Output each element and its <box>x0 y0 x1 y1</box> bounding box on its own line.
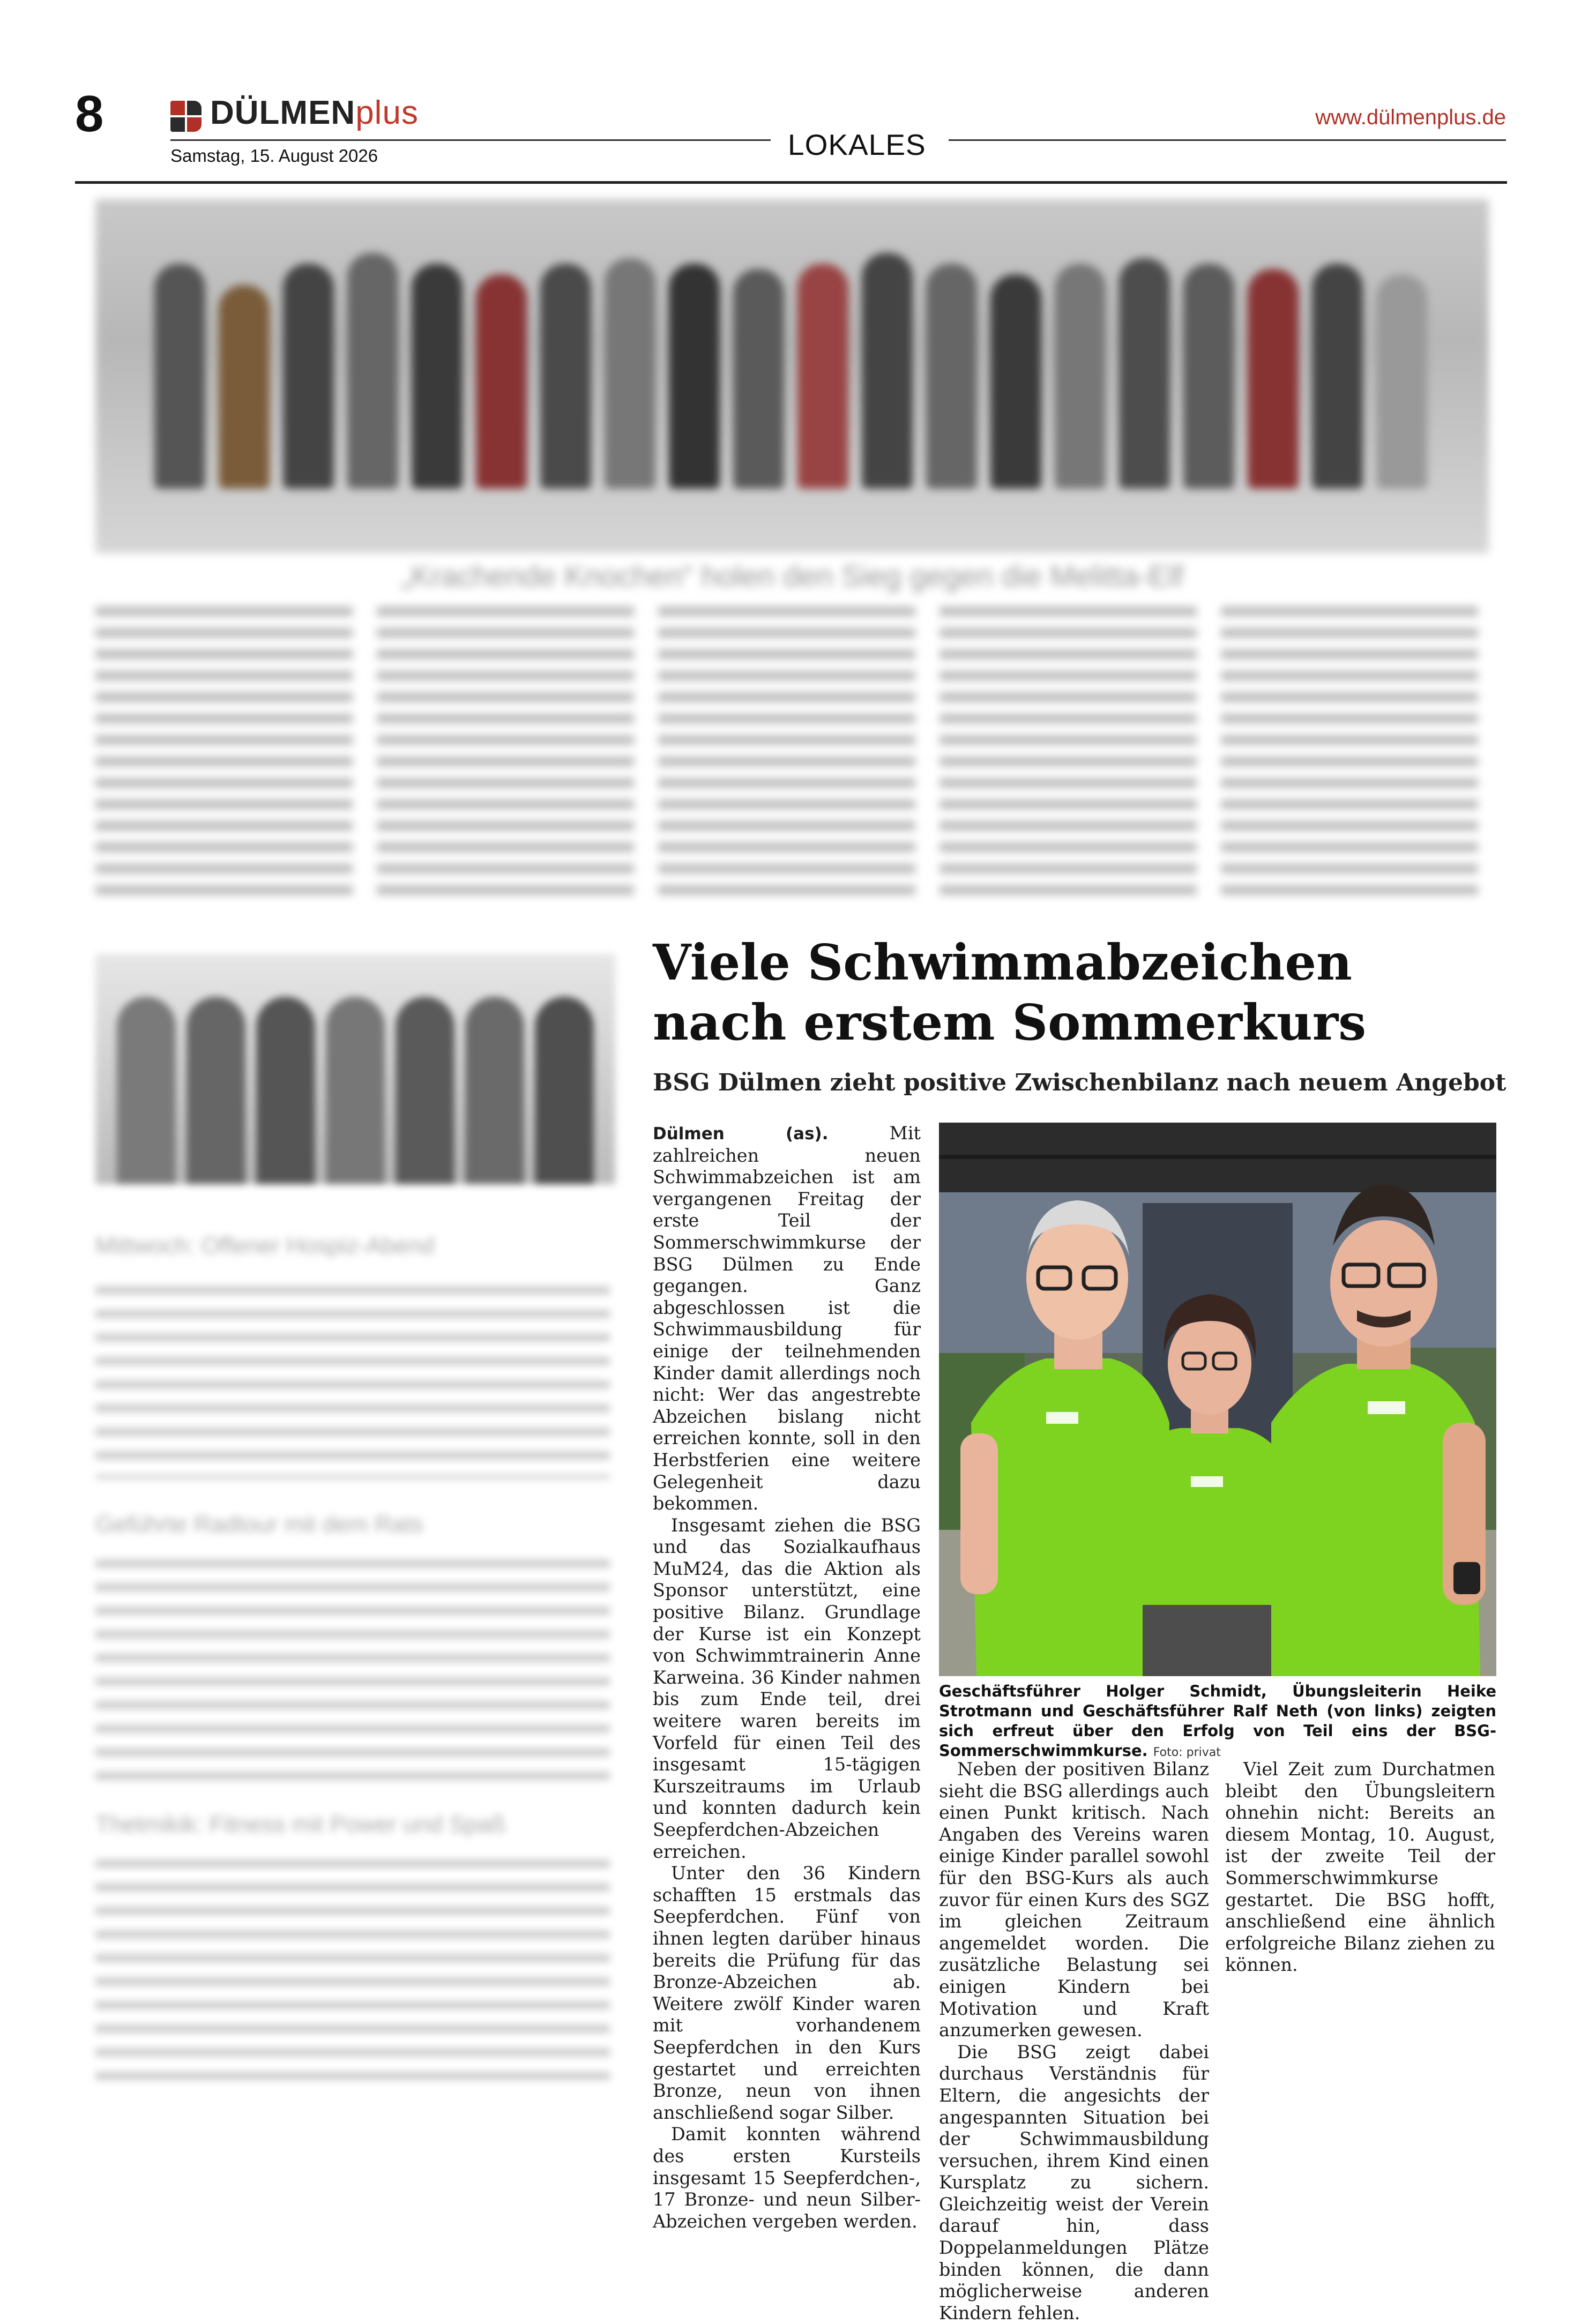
brand-main: DÜLMEN <box>210 94 356 131</box>
blurred-text-block <box>95 1286 610 1479</box>
paragraph-3: Unter den 36 Kindern schafften 15 erstmals das Seepferdchen. Fünf von ihnen legten darüber hinaus bereits die Prüfung für das Bronze-Abzeichen ab. Weitere zwölf Kinder waren mit vorhandenem Seepferdchen in den Kurs gestartet und erreichten Bronze, neun von ihnen anschließend sogar Silber. <box>653 1863 921 2123</box>
blurred-text-column <box>939 607 1197 907</box>
photo-credit: Foto: privat <box>1153 1746 1221 1759</box>
header-rule-left <box>170 139 771 141</box>
website-link[interactable]: www.dülmenplus.de <box>1315 106 1506 129</box>
left-column-blurred <box>95 954 615 2090</box>
blurred-text-column <box>1221 607 1478 907</box>
paragraph-2: Insgesamt ziehen die BSG und das Sozialkaufhaus MuM24, das die Aktion als Sponsor unterstützt, eine positive Bilanz. Grundlage der Kurse ist ein Konzept von Schwimmtrainerin Anne Karweina. 36 Kinder nahmen bis zum Ende teil, drei weitere waren bereits im Vorfeld für einen Teil des insgesamt 15-tägigen Kurszeitraums im Urlaub und konnten dadurch kein Seepferdchen-Abzeichen erreichen. <box>653 1514 921 1862</box>
issue-date: Samstag, 15. August 2026 <box>170 146 378 166</box>
blurred-text-column <box>95 607 353 907</box>
left-heading-3: Thetmikik: Fitness mit Power und Spaß <box>95 1811 506 1837</box>
paragraph-7: Viel Zeit zum Durchatmen bleibt den Übungsleitern ohnehin nicht: Bereits an diesem Montag, 10. August, ist der zweite Teil der Sommerschwimmkurse gestartet. Die BSG hofft, anschließend eine ähnlich erfolgreiche Bilanz ziehen zu können. <box>1225 1759 1495 1976</box>
headline-line-1: Viele Schwimmabzeichen <box>653 933 1352 991</box>
paragraph-1-text: Mit zahlreichen neuen Schwimmabzeichen ist am vergangenen Freitag der erste Teil der Sommerschwimmkurse der BSG Dülmen zu Ende gegangen. Ganz abgeschlossen ist die Schwimmausbildung für einige der teilnehmenden Kinder damit allerdings noch nicht: Wer das angestrebte Abzeichen bislang nicht erreichen konnte, soll in den Herbstferien eine weitere Gelegenheit dazu bekommen. <box>653 1123 921 1514</box>
article-column-3 <box>1225 1759 1495 1976</box>
header-divider <box>75 181 1507 184</box>
article-column-2 <box>939 1759 1209 2324</box>
headline-line-2: nach erstem Sommerkurs <box>653 993 1367 1051</box>
brand-name <box>210 96 419 130</box>
left-heading-2: Geführte Radtour mit dem Rats <box>95 1511 423 1537</box>
team-photo <box>95 199 1489 553</box>
caption-text: Geschäftsführer Holger Schmidt, Übungsleiterin Heike Strotmann und Geschäftsführer Ralf Neth (von links) zeigten sich erfreut über den Erfolg von Teil eins der BSG-Sommerschwimmkurse. <box>939 1682 1496 1760</box>
blurred-text-column <box>658 607 915 907</box>
photo-caption <box>939 1682 1496 1762</box>
top-article-headline: „Krachende Knochen“ holen den Sieg gegen die Melitta-Elf <box>400 559 1184 593</box>
left-heading-1: Mittwoch: Offener Hospiz-Abend <box>95 1232 435 1259</box>
blurred-text-block <box>95 1559 610 1784</box>
dateline: Dülmen (as). <box>653 1124 829 1144</box>
paragraph-4: Damit konnten während des ersten Kursteils insgesamt 15 Seepferdchen-, 17 Bronze- und neun Silber-Abzeichen vergeben werden. <box>653 2124 921 2232</box>
paragraph-5: Neben der positiven Bilanz sieht die BSG allerdings auch einen Punkt kritisch. Nach Angaben des Vereins waren einige Kinder parallel sowohl für den BSG-Kurs als auch zuvor für einen Kurs des SGZ im gleichen Zeitraum angemeldet worden. Die zusätzliche Belastung sei einigen Kindern bei Motivation und Kraft anzumerken gewesen. <box>939 1759 1209 2041</box>
blurred-text-column <box>377 607 634 907</box>
group-photo <box>95 954 615 1184</box>
brand-plus: plus <box>355 94 419 131</box>
article-photo <box>939 1123 1496 1676</box>
top-article-blurred <box>95 199 1489 915</box>
brand-logo-icon <box>170 101 203 133</box>
article-column-1 <box>653 1123 921 2232</box>
paragraph-1 <box>653 1123 921 1515</box>
article-headline <box>653 932 1510 1052</box>
blurred-text-block <box>95 1859 610 2084</box>
header-rule-right <box>949 139 1506 141</box>
paragraph-6: Die BSG zeigt dabei durchaus Verständnis für Eltern, die angesichts der angespannten Situation bei der Schwimmausbildung versuchen, ihrem Kind einen Kursplatz zu sichern. Gleichzeitig weist der Verein darauf hin, dass Doppelanmeldungen Plätze binden können, die dann möglicherweise anderen Kindern fehlen. <box>939 2041 1209 2323</box>
article-subheadline: BSG Dülmen zieht positive Zwischenbilanz nach neuem Angebot <box>653 1069 1507 1096</box>
page-number: 8 <box>75 85 104 143</box>
section-title: LOKALES <box>788 128 926 161</box>
